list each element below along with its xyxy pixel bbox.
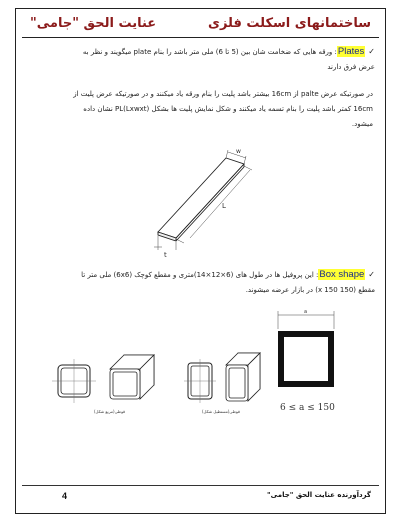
- box-term: Box shape: [319, 269, 365, 280]
- check-icon: ✓: [368, 47, 375, 56]
- plate-label-t: t: [164, 251, 167, 259]
- plates-width-line-3: میشود.: [351, 120, 373, 128]
- box-paragraph: [30, 267, 375, 298]
- check-icon: ✓: [368, 270, 375, 279]
- plates-width-paragraph: [33, 87, 373, 132]
- page-header: [22, 15, 379, 38]
- square-tube-caption: قوطی(مربع شکل): [94, 409, 126, 414]
- document-page: [15, 8, 386, 514]
- square-tube-3d-view: [104, 351, 162, 407]
- plates-width-line-1: در صورتیکه عرض palte از 16cm بیشتر باشد پلیت را بنام ورقه یاد میکنند و در صورتیکه عرض پلیت از: [73, 90, 373, 98]
- rect-tube-front-view: [184, 359, 216, 403]
- box-label-a: a: [304, 309, 308, 315]
- plate-label-l: L: [222, 202, 226, 210]
- header-title: ساختمانهای اسکلت فلزی: [208, 16, 371, 31]
- plates-term: Plates: [337, 46, 365, 57]
- square-tube-front-view: [52, 359, 96, 403]
- box-size-formula: 6 ≤ a ≤ 150: [280, 403, 335, 413]
- box-text-1: : این پروفیل ها در طول های (6×12×14)متری و مقطع کوچک (6x6) ملی متر تا: [81, 271, 319, 279]
- header-author: عنایت الحق "جامی": [30, 16, 157, 31]
- page-number: 4: [62, 491, 68, 501]
- footer-rule: [22, 485, 379, 486]
- plate-label-w: w: [236, 148, 241, 155]
- plates-line-2: عرض فرق دارند: [327, 63, 375, 71]
- plates-text-1: : ورقه هایی که ضخامت شان بین (5 تا 6) ملی متر باشد را بنام plate میگویند و نظر به: [82, 48, 337, 56]
- plate-diagram: [136, 144, 276, 264]
- plates-line-1: [30, 44, 375, 60]
- rect-tube-3d-view: [220, 349, 266, 407]
- box-line-1: [30, 267, 375, 283]
- rect-tube-caption: قوطی(مستطیل شکل): [202, 409, 240, 414]
- box-line-2: مقطع (150 x 150) در بازار عرضه میشوند.: [245, 286, 375, 294]
- plates-width-line-2: 16cm کمتر باشد پلیت را بنام تسمه یاد میکنند و شکل نمایش پلیت ها بشکل PL(Lxwxt) نشان داده: [83, 105, 373, 113]
- box-section-diagram: [274, 307, 338, 391]
- plates-paragraph: [30, 44, 375, 75]
- footer-credit: گردآورنده عنایت الحق "جامی": [267, 491, 371, 499]
